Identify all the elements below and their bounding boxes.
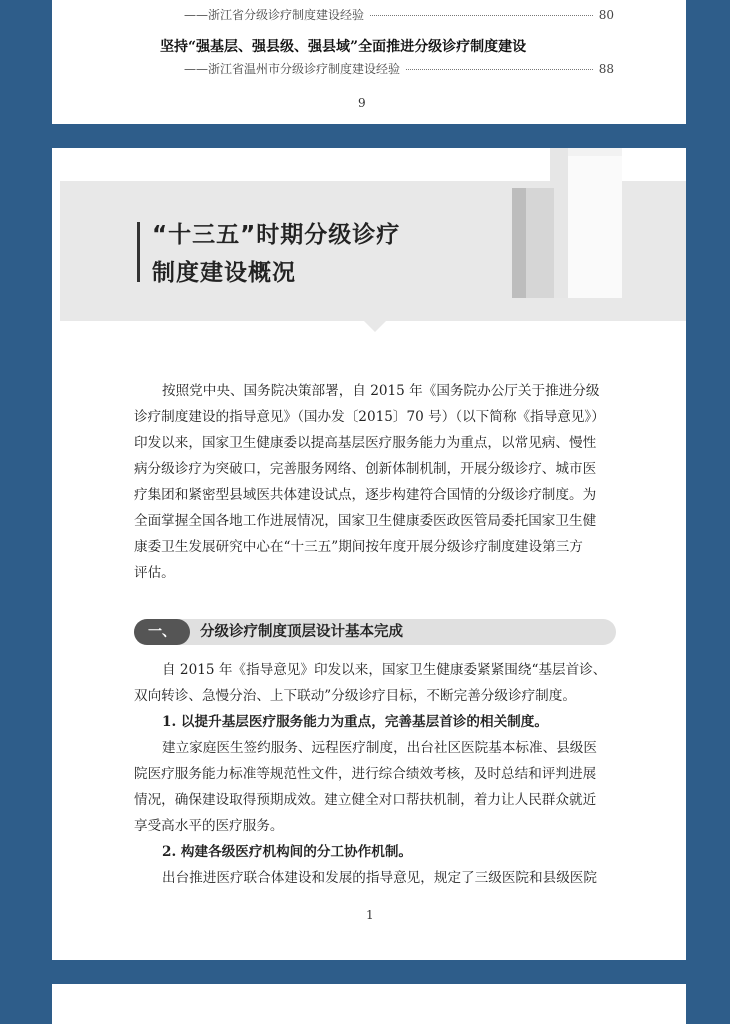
text-line: 全面掌握全国各地工作进展情况，国家卫生健康委医政医管局委托国家卫生健	[134, 513, 597, 529]
section-heading	[134, 619, 616, 645]
toc-leader-dots	[370, 15, 593, 16]
toc-entry-1-page: 80	[598, 8, 614, 22]
text-line: 情况，确保建设取得预期成效。建立健全对口帮扶机制，着力让人民群众就近	[134, 792, 597, 808]
toc-entry-1-subtitle: ——浙江省分级诊疗制度建设经验	[184, 8, 365, 22]
toc-entry-1[interactable]	[184, 6, 614, 23]
text-line: 自 2015 年《指导意见》印发以来，国家卫生健康委紧紧围绕“基层首诊、	[162, 662, 607, 678]
toc-entry-2[interactable]	[184, 60, 614, 77]
text-line: 按照党中央、国务院决策部署，自 2015 年《国务院办公厅关于推进分级	[162, 383, 600, 399]
previous-page	[52, 0, 686, 124]
intro-paragraph	[134, 378, 618, 586]
building-graphic	[504, 148, 634, 298]
chapter-title-line-2: 制度建设概况	[152, 260, 296, 286]
title-accent-bar	[137, 222, 140, 282]
text-line: 院医疗服务能力标准等规范性文件，进行综合绩效考核，及时总结和评判进展	[134, 766, 597, 782]
text-line: 疗集团和紧密型县域医共体建设试点，逐步构建符合国情的分级诊疗制度。为	[134, 487, 597, 503]
item-1-heading: 1. 以提升基层医疗服务能力为重点，完善基层首诊的相关制度。	[162, 714, 548, 730]
toc-entry-2-page: 88	[598, 62, 614, 76]
banner-notch	[364, 321, 386, 332]
toc-entry-2-title[interactable]: 坚持“强基层、强县级、强县域”全面推进分级诊疗制度建设	[160, 39, 527, 55]
next-page	[52, 984, 686, 1024]
page-number: 1	[366, 908, 374, 922]
text-line: 双向转诊、急慢分治、上下联动”分级诊疗目标，不断完善分级诊疗制度。	[134, 688, 576, 704]
text-line: 享受高水平的医疗服务。	[134, 818, 284, 834]
text-line: 康委卫生发展研究中心在“十三五”期间按年度开展分级诊疗制度建设第三方	[134, 539, 583, 555]
text-line: 评估。	[134, 565, 175, 581]
toc-leader-dots	[406, 69, 593, 70]
section-title: 分级诊疗制度顶层设计基本完成	[200, 623, 403, 640]
text-line: 病分级诊疗为突破口，完善服务网络、创新体制机制，开展分级诊疗、城市医	[134, 461, 597, 477]
section-paragraph	[134, 657, 618, 891]
previous-page-number: 9	[358, 96, 366, 110]
text-line: 出台推进医疗联合体建设和发展的指导意见，规定了三级医院和县级医院	[162, 870, 597, 886]
section-number-tag: 一、	[134, 619, 190, 645]
text-line: 建立家庭医生签约服务、远程医疗制度，出台社区医院基本标准、县级医	[162, 740, 597, 756]
item-2-heading: 2. 构建各级医疗机构间的分工协作机制。	[162, 844, 413, 860]
text-line: 印发以来，国家卫生健康委以提高基层医疗服务能力为重点，以常见病、慢性	[134, 435, 597, 451]
main-page	[52, 148, 686, 960]
chapter-title-line-1: “十三五”时期分级诊疗	[152, 222, 401, 248]
text-line: 诊疗制度建设的指导意见》（国办发〔2015〕70 号）（以下简称《指导意见》）	[134, 409, 605, 425]
toc-entry-2-subtitle: ——浙江省温州市分级诊疗制度建设经验	[184, 62, 401, 76]
